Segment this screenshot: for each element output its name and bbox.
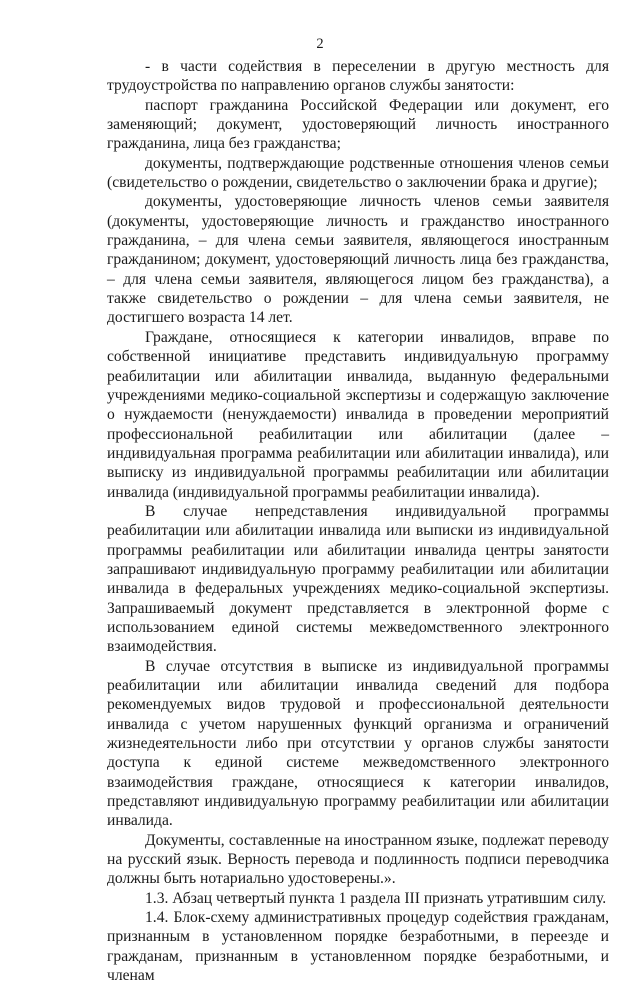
paragraph-passport: паспорт гражданина Российской Федерации или документ, его заменяющий; документ, удостоверяющий личность иностранного гражданина, лица без гражданства; [107, 96, 609, 153]
page-number: 2 [316, 36, 324, 52]
paragraph-item-1-4: 1.4. Блок-схему административных процедур содействия гражданам, признанным в установленном порядке безработными, в переезде и гражданам, признанным в установленном порядке безработными, и членам [107, 909, 609, 985]
paragraph-disabled-citizens: Граждане, относящиеся к категории инвалидов, вправе по собственной инициативе представить индивидуальную программу реабилитации или абилитации инвалида, выданную федеральными учреждениями медико-социальной экспертизы и содержащую заключение о нуждаемости (ненуждаемости) инвалида в проведении мероприятий профессиональной реабилитации или абилитации (далее – индивидуальная программа реабилитации или абилитации инвалида), или выписку из индивидуальной программы реабилитации или абилитации инвалида (индивидуальной программы реабилитации инвалида). [107, 328, 609, 501]
document-body [107, 57, 609, 986]
paragraph-non-submission: В случае непредставления индивидуальной программы реабилитации или абилитации инвалида или выписки из индивидуальной программы реабилитации или абилитации инвалида центры занятости запрашивают индивидуальную программу реабилитации или абилитации инвалида в федеральных учреждениях медико-социальной экспертизы. Запрашиваемый документ представляется в электронной форме с использованием единой системы межведомственного электронного взаимодействия. [107, 502, 609, 656]
paragraph-item-1-3: 1.3. Абзац четвертый пункта 1 раздела III признать утратившим силу. [145, 889, 607, 907]
paragraph-missing-info: В случае отсутствия в выписке из индивидуальной программы реабилитации или абилитации инвалида сведений для подбора рекомендуемых видов трудовой и профессиональной деятельности инвалида с учетом нарушенных функций организма и ограничений жизнедеятельности либо при отсутствии у органов службы занятости доступа к единой системе межведомственного электронного взаимодействия граждане, относящиеся к категории инвалидов, представляют индивидуальную программу реабилитации или абилитации инвалида. [107, 657, 609, 830]
paragraph-family-relations: документы, подтверждающие родственные отношения членов семьи (свидетельство о рождении, свидетельство о заключении брака и другие); [107, 154, 609, 192]
paragraph-family-identity: документы, удостоверяющие личность членов семьи заявителя (документы, удостоверяющие личность и гражданство иностранного гражданина, – для члена семьи заявителя, являющегося иностранным гражданином; документ, удостоверяющий личность лица без гражданства, – для члена семьи заявителя, являющегося лицом без гражданства), а также свидетельство о рождении – для члена семьи заявителя, не достигшего возраста 14 лет. [107, 193, 609, 327]
paragraph-foreign-language: Документы, составленные на иностранном языке, подлежат переводу на русский язык. Верность перевода и подлинность подписи переводчика должны быть нотариально удостоверены.». [107, 831, 609, 888]
paragraph-relocation-intro: - в части содействия в переселении в другую местность для трудоустройства по направлению органов службы занятости: [107, 58, 609, 95]
